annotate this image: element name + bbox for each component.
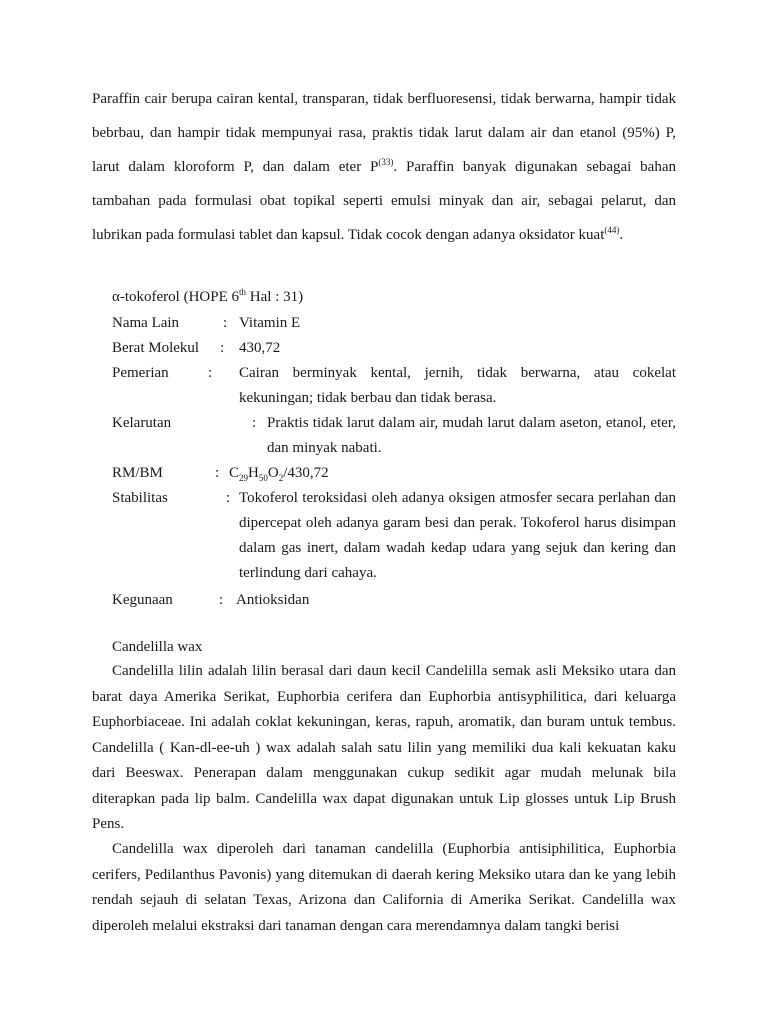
value-kelarutan: Praktis tidak larut dalam air, mudah larut dalam aseton, etanol, eter, dan minyak nabati. xyxy=(267,415,676,456)
candelilla-heading: Candelilla wax xyxy=(112,639,203,655)
tokoferol-heading xyxy=(112,287,303,307)
value-kegunaan: Antioksidan xyxy=(236,592,310,608)
value-berat-molekul: 430,72 xyxy=(239,340,281,356)
label-pemerian: Pemerian xyxy=(112,365,169,381)
reference-44: (44) xyxy=(604,225,620,235)
candelilla-paragraph-2: Candelilla wax diperoleh dari tanaman candelilla (Euphorbia antisiphilitica, Euphorbia cerifers, Pedilanthus Pavonis) yang ditemukan di daerah kering Meksiko utara dan ke yang lebih rendah sejauh di selatan Texas, Arizona dan California di Amerika Serikat. Candelilla wax diperoleh melalui ekstraksi dari tanaman dengan cara merendamnya dalam tangki berisi xyxy=(92,841,676,934)
paraffin-paragraph xyxy=(92,82,676,252)
colon: : xyxy=(208,365,213,381)
tokoferol-heading-end: Hal : 31) xyxy=(246,289,304,305)
paraffin-text-2: . Paraffin banyak digunakan sebagai bahan tambahan pada formulasi obat topikal seperti emulsi minyak dan air, sebagai pelarut, dan lubrikan pada formulasi tablet dan kapsul. Tidak cocok dengan adanya oksidator kuat xyxy=(92,159,676,243)
formula-c-sub: 29 xyxy=(239,473,249,483)
paraffin-text-3: . xyxy=(619,227,624,243)
formula-h: H xyxy=(248,465,259,481)
row-pemerian xyxy=(112,361,676,411)
candelilla-paragraph-1: Candelilla lilin adalah lilin berasal dari daun kecil Candelilla semak asli Meksiko utara dan barat daya Amerika Serikat, Euphorbia cerifera dan Euphorbia antisyphilitica, dari keluarga Euphorbiaceae. Ini adalah coklat kekuningan, keras, rapuh, aromatik, dan buram untuk tembus. Candelilla ( Kan-dl-ee-uh ) wax adalah salah satu lilin yang memiliki dua kali kekuatan kaku dari Beeswax. Penerapan dalam menggunakan cukup sedikit agar mudah melunak bila diterapkan pada lip balm. Candelilla wax dapat digunakan untuk Lip glosses untuk Lip Brush Pens. xyxy=(92,663,676,832)
row-kelarutan xyxy=(112,411,676,461)
reference-33: (33) xyxy=(378,157,394,167)
label-kelarutan: Kelarutan xyxy=(112,415,172,431)
colon: : xyxy=(252,415,257,431)
tokoferol-heading-main: α-tokoferol (HOPE 6 xyxy=(112,289,240,305)
label-nama-lain: Nama Lain xyxy=(112,315,180,331)
value-pemerian: Cairan berminyak kental, jernih, tidak berwarna, atau cokelat kekuningan; tidak berbau dan tidak berasa. xyxy=(239,365,676,406)
row-nama-lain xyxy=(112,311,676,336)
row-berat-molekul xyxy=(112,336,676,361)
label-stabilitas: Stabilitas xyxy=(112,490,168,506)
value-stabilitas: Tokoferol teroksidasi oleh adanya oksigen atmosfer secara perlahan dan dipercepat oleh adanya garam besi dan perak. Tokoferol harus disimpan dalam gas inert, dalam wadah kedap udara yang sejuk dan kering dan terlindung dari cahaya. xyxy=(239,490,676,581)
row-rm-bm xyxy=(112,461,676,486)
formula-h-sub: 50 xyxy=(258,473,268,483)
label-rm-bm: RM/BM xyxy=(112,465,163,481)
colon: : xyxy=(223,315,228,331)
formula-rest: /430,72 xyxy=(283,465,329,481)
formula-o-sub: 2 xyxy=(278,473,284,483)
colon: : xyxy=(219,592,224,608)
label-berat-molekul: Berat Molekul xyxy=(112,340,200,356)
row-stabilitas xyxy=(112,486,676,586)
label-kegunaan: Kegunaan xyxy=(112,592,173,608)
colon: : xyxy=(215,465,220,481)
formula-c: C xyxy=(229,465,240,481)
tokoferol-heading-sup: th xyxy=(239,287,247,297)
colon: : xyxy=(226,490,231,506)
paraffin-text-1: Paraffin cair berupa cairan kental, transparan, tidak berfluoresensi, tidak berwarna, hampir tidak bebrbau, dan hampir tidak mempunyai rasa, praktis tidak larut dalam air dan etanol (95%) P, larut dalam kloroform P, dan dalam eter P xyxy=(92,91,676,175)
formula-o: O xyxy=(267,465,279,481)
colon: : xyxy=(220,340,225,356)
row-kegunaan xyxy=(112,588,676,613)
value-nama-lain: Vitamin E xyxy=(239,315,301,331)
value-rm-bm xyxy=(229,461,329,486)
